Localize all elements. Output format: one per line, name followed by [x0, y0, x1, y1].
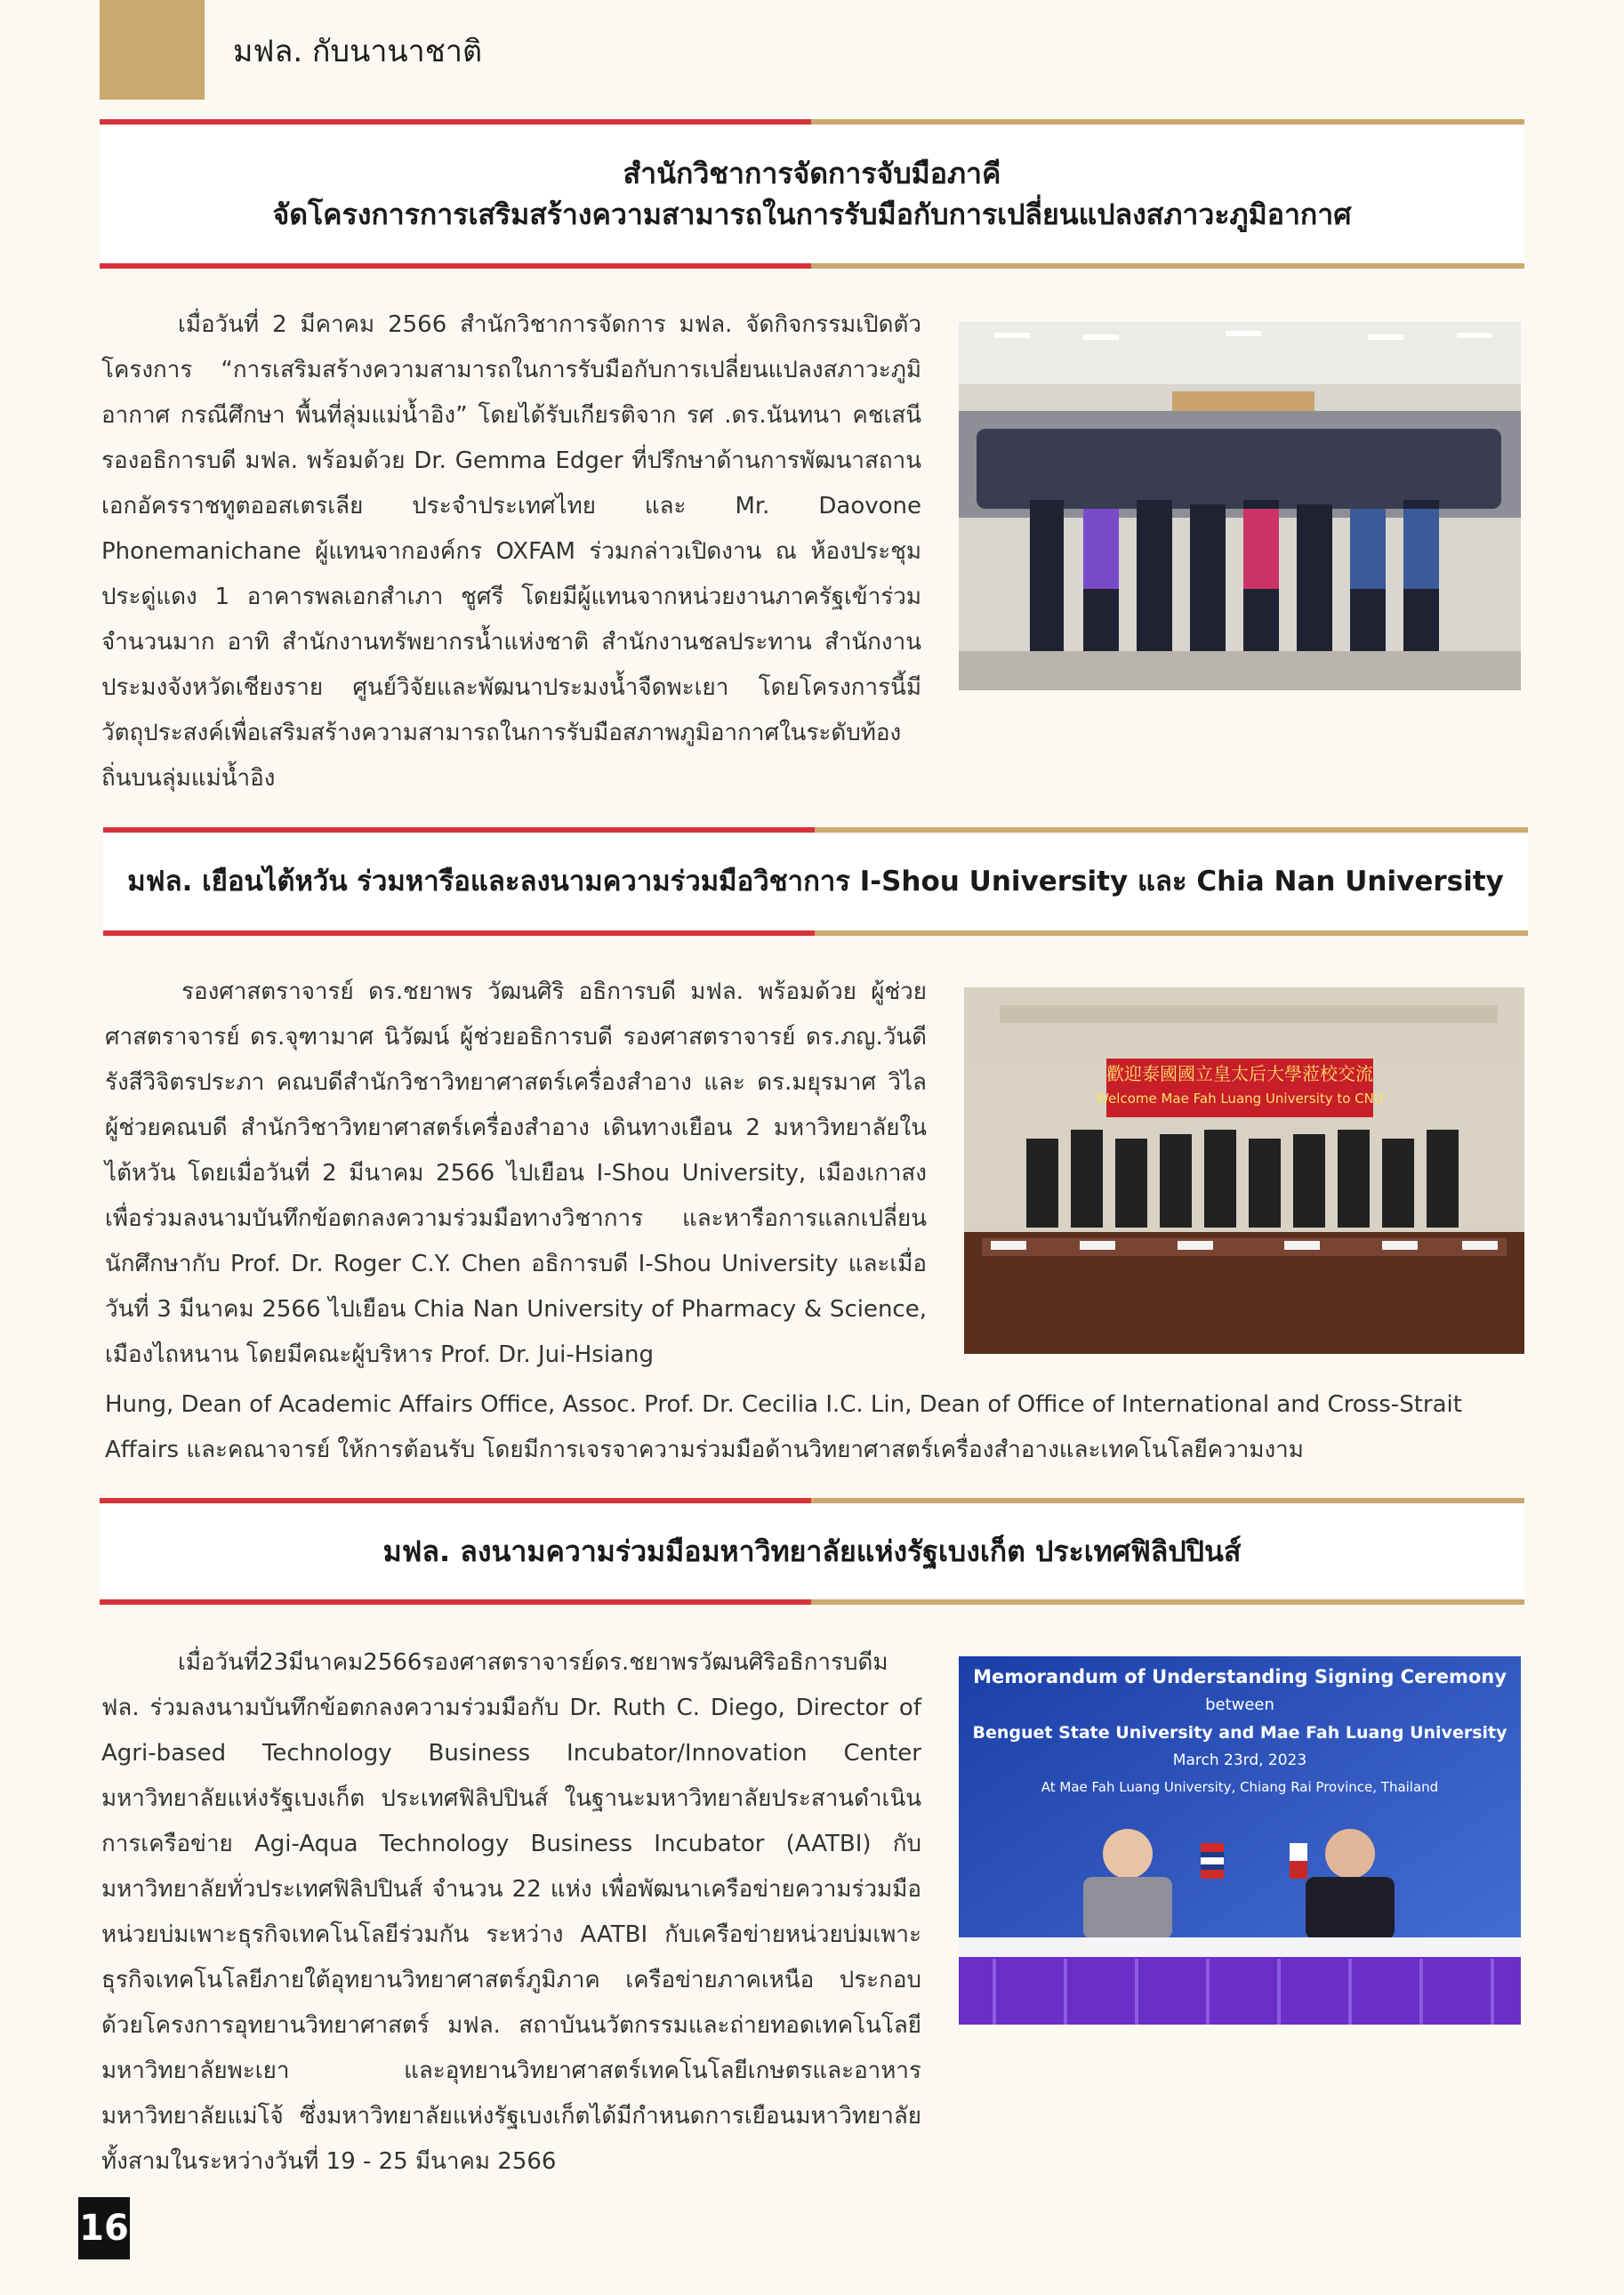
article-1-body: เมื่อวันที่ 2 มีคาคม 2566 สำนักวิชาการจัดการ มฟล. จัดกิจกรรมเปิดตัวโครงการ “การเสริมสร้างความสามารถในการรับมือกับการเปลี่ยนแปลงสภาวะภูมิอากาศ กรณีศึกษา พื้นที่ลุ่มแม่น้ำอิง” โดยได้รับเกียรติจาก รศ .ดร.นันทนา คชเสนี รองอธิการบดี มฟล. พร้อมด้วย Dr. Gemma Edger ที่ปรึกษาด้านการพัฒนาสถานเอกอัครราชทูตออสเตรเลีย ประจำประเทศไทย และ Mr. Daovone Phonemanichane ผู้แทนจากองค์กร OXFAM ร่วมกล่าวเปิดงาน ณ ห้องประชุมประดู่แดง 1 อาคารพลเอกสำเภา ชูศรี โดยมีผู้แทนจากหน่วยงานภาครัฐเข้าร่วมจำนวนมาก อาทิ สำนักงานทรัพยากรน้ำแห่งชาติ สำนักงานชลประทาน สำนักงานประมงจังหวัดเชียงราย ศูนย์วิจัยและพัฒนาประมงน้ำจืดพะเยา โดยโครงการนี้มีวัตถุประสงค์เพื่อเสริมสร้างความสามารถในการรับมือสภาพภูมิอากาศในระดับท้องถิ่นบนลุ่มแม่น้ำอิง [101, 311, 921, 792]
article-2-photo [964, 987, 1524, 1354]
article-3-body: เมื่อวันที่23มีนาคม2566รองศาสตราจารย์ดร.ชยาพรวัฒนศิริอธิการบดีมฟล. ร่วมลงนามบันทึกข้อตกลงความร่วมมือกับ Dr. Ruth C. Diego, Director of Agri-based Technology Business Incubator/Innovation Center มหาวิทยาลัยแห่งรัฐเบงเก็ต ประเทศฟิลิปปินส์ ในฐานะมหาวิทยาลัยประสานดำเนินการเครือข่าย Agi-Aqua Technology Business Incubator (AATBI) กับมหาวิทยาลัยทั่วประเทศฟิลิปปินส์ จำนวน 22 แห่ง เพื่อพัฒนาเครือข่ายความร่วมมือหน่วยบ่มเพาะธุรกิจเทคโนโลยีร่วมกัน ระหว่าง AATBI กับเครือข่ายหน่วยบ่มเพาะธุรกิจเทคโนโลยีภายใต้อุทยานวิทยาศาสตร์ภูมิภาค เครือข่ายภาคเหนือ ประกอบด้วยโครงการอุทยานวิทยาศาสตร์ มฟล. สถาบันนวัตกรรมและถ่ายทอดเทคโนโลยี มหาวิทยาลัยพะเยา และอุทยานวิทยาศาสตร์เทคโนโลยีเกษตรและอาหาร มหาวิทยาลัยแม่โจ้ ซึ่งมหาวิทยาลัยแห่งรัฐเบงเก็ตได้มีกำหนดการเยือนมหาวิทยาลัยทั้งสามในระหว่างวันที่ 19 - 25 มีนาคม 2566 [101, 1649, 921, 2175]
article-3-banner-line4: March 23rd, 2023 [1172, 1751, 1307, 1769]
header-tab [100, 0, 205, 100]
article-2-body-top: รองศาสตราจารย์ ดร.ชยาพร วัฒนศิริ อธิการบดี มฟล. พร้อมด้วย ผู้ช่วยศาสตราจารย์ ดร.จุฑามาศ นิวัฒน์ ผู้ช่วยอธิการบดี รองศาสตราจารย์ ดร.ภญ.วันดี รังสีวิจิตรประภา คณบดีสำนักวิชาวิทยาศาสตร์เครื่องสำอาง และ ดร.มยุรมาศ วิไล ผู้ช่วยคณบดี สำนักวิชาวิทยาศาสตร์เครื่องสำอาง เดินทางเยือน 2 มหาวิทยาลัยในไต้หวัน โดยเมื่อวันที่ 2 มีนาคม 2566 ไปเยือน I-Shou University, เมืองเกาสง เพื่อร่วมลงนามบันทึกข้อตกลงความร่วมมือทางวิชาการ และหารือการแลกเปลี่ยนนักศึกษากับ Prof. Dr. Roger C.Y. Chen อธิการบดี I-Shou University และเมื่อวันที่ 3 มีนาคม 2566 ไปเยือน Chia Nan University of Pharmacy & Science, เมืองไถหนาน โดยมีคณะผู้บริหาร Prof. Dr. Jui-Hsiang [105, 978, 927, 1368]
rule-bottom-2 [103, 930, 1528, 936]
article-1-title-line2: จัดโครงการการเสริมสร้างความสามารถในการรับมือกับการเปลี่ยนแปลงสภาวะภูมิอากาศ [272, 197, 1352, 231]
article-3-photo [959, 1656, 1521, 2025]
article-1-title-line1: สำนักวิชาการจัดการจับมือภาคี [623, 157, 1001, 190]
article-3-banner-line5: At Mae Fah Luang University, Chiang Rai Province, Thailand [1041, 1779, 1439, 1795]
rule-bottom-1 [100, 263, 1524, 269]
article-2-heading [103, 833, 1528, 930]
article-3-banner-line2: between [1205, 1695, 1274, 1714]
page-number: 16 [78, 2197, 130, 2259]
section-label: มฟล. กับนานาชาติ [233, 34, 483, 69]
article-1-heading [100, 125, 1524, 263]
article-1-photo [959, 322, 1521, 690]
rule-bottom-3 [100, 1599, 1524, 1605]
article-2-body-bottom: Hung, Dean of Academic Affairs Office, Assoc. Prof. Dr. Cecilia I.C. Lin, Dean of Office of International and Cross-Strait Affairs และคณาจารย์ ให้การต้อนรับ โดยมีการเจรจาความร่วมมือด้านวิทยาศาสตร์เครื่องสำอางและเทคโนโลยีความงาม [105, 1391, 1462, 1463]
article-3-banner-line1: Memorandum of Understanding Signing Ceremony [973, 1666, 1507, 1687]
article-3-title: มฟล. ลงนามความร่วมมือมหาวิทยาลัยแห่งรัฐเบงเก็ต ประเทศฟิลิปปินส์ [382, 1534, 1242, 1568]
article-2-title: มฟล. เยือนไต้หวัน ร่วมหารือและลงนามความร่วมมือวิชาการ I-Shou University และ Chia Nan University [127, 866, 1504, 898]
article-3-banner-line3: Benguet State University and Mae Fah Luang University [972, 1723, 1507, 1743]
article-2-banner-text-1: 歡迎泰國國立皇太后大學蒞校交流 [1106, 1063, 1373, 1084]
article-2-banner-text-2: Welcome Mae Fah Luang University to CNU [1096, 1091, 1384, 1107]
article-3-heading [100, 1503, 1524, 1599]
